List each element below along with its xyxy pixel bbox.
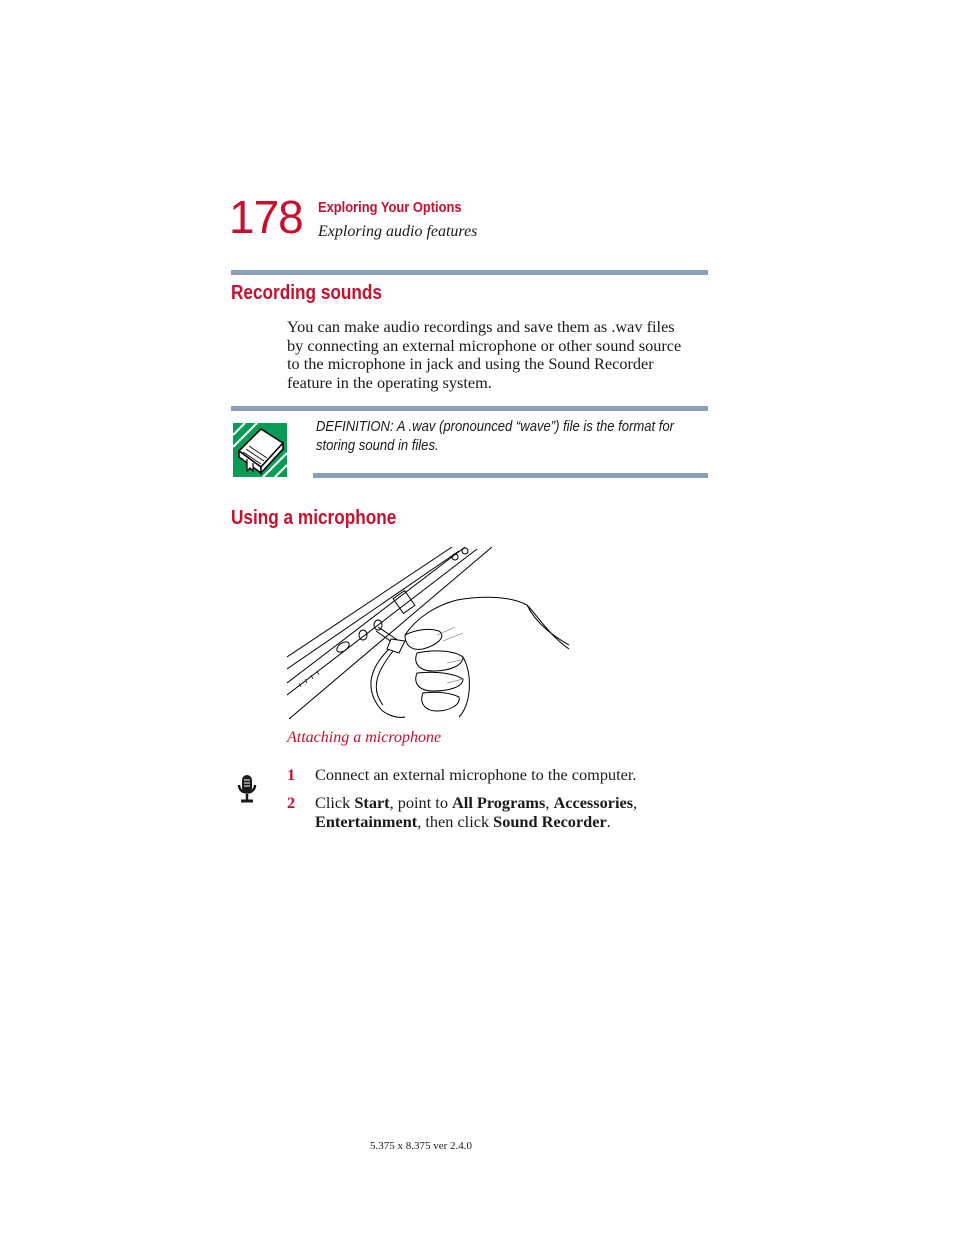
chapter-title: Exploring Your Options — [318, 199, 462, 216]
section-rule — [231, 270, 708, 275]
microphone-heading: Using a microphone — [231, 507, 397, 529]
step-text-part: , point to — [389, 793, 453, 812]
definition-text — [316, 418, 703, 456]
paragraph-line: to the microphone in jack and using the Sound Recorder — [287, 354, 654, 374]
microphone-illustration — [287, 545, 572, 723]
paragraph-line: by connecting an external microphone or other sound source — [287, 335, 682, 355]
section-title: Exploring audio features — [318, 223, 478, 240]
step-text-part: Connect an external microphone to the computer. — [315, 765, 637, 784]
ui-term-all-programs: All Programs — [452, 793, 546, 812]
step-text-part: , — [633, 793, 638, 812]
definition-line: storing sound in files. — [316, 438, 439, 454]
microphone-icon — [235, 773, 259, 805]
step-number: 2 — [287, 793, 296, 812]
step-text-part: , then click — [417, 811, 494, 831]
definition-top-rule — [231, 406, 708, 411]
ui-term-entertainment: Entertainment — [315, 811, 418, 831]
ui-term-start: Start — [354, 793, 390, 812]
definition-bottom-rule — [313, 473, 708, 478]
ui-term-accessories: Accessories — [553, 793, 634, 812]
book-icon — [231, 421, 289, 479]
step-text — [315, 766, 705, 785]
step-text-part: . — [606, 811, 611, 831]
step-text-part: , — [545, 793, 554, 812]
page-number: 178 — [229, 191, 303, 243]
figure-caption: Attaching a microphone — [287, 729, 442, 746]
step-text — [315, 794, 705, 831]
version-footer: 5.375 x 8.375 ver 2.4.0 — [370, 1140, 473, 1152]
recording-heading: Recording sounds — [231, 282, 382, 304]
paragraph-line: You can make audio recordings and save them as .wav files — [287, 317, 675, 336]
ui-term-sound-recorder: Sound Recorder — [493, 811, 607, 831]
paragraph-line: feature in the operating system. — [287, 372, 492, 392]
step-number: 1 — [287, 765, 296, 784]
definition-line: DEFINITION: A .wav (pronounced “wave”) file is the format for — [316, 419, 675, 435]
recording-paragraph — [287, 318, 717, 392]
step-text-part: Click — [315, 793, 355, 812]
